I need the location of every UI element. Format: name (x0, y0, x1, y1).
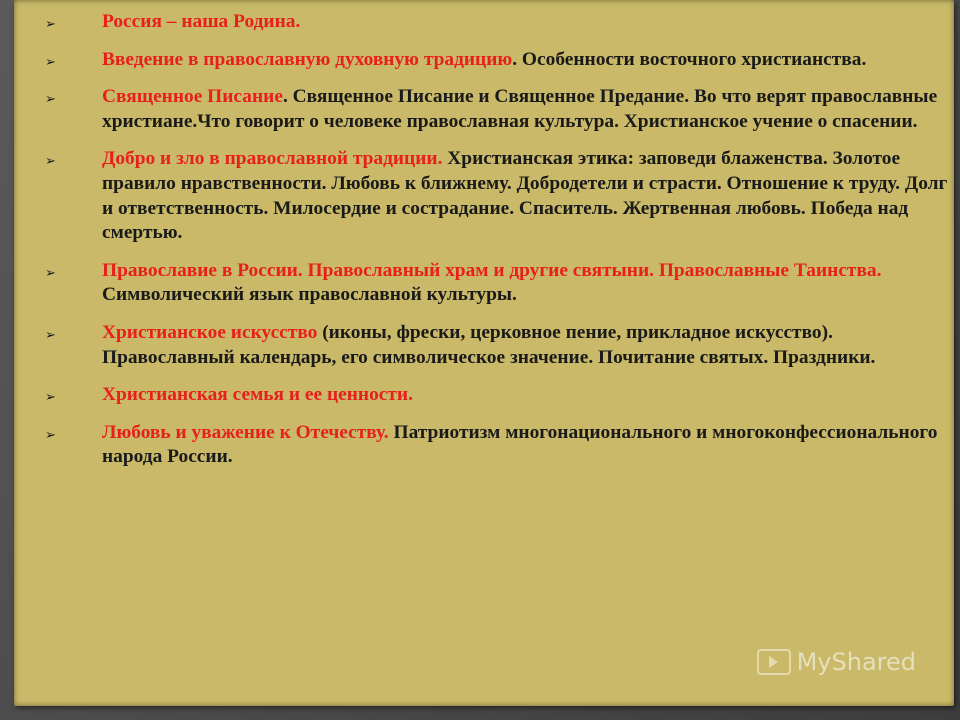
arrowhead-bullet-icon: ➢ (45, 390, 56, 406)
slide-content (28, 0, 948, 483)
item-text: Символический язык православной культуры. (102, 284, 517, 306)
list-item (28, 259, 948, 308)
list-item (28, 85, 948, 134)
arrowhead-bullet-icon: ➢ (45, 265, 56, 281)
arrowhead-bullet-icon: ➢ (45, 427, 56, 443)
list-item (28, 383, 948, 408)
item-text: . Особенности восточного христианства. (512, 48, 867, 70)
slide (14, 0, 954, 706)
item-highlight: Христианская семья и ее ценности. (102, 384, 413, 406)
item-highlight: Священное Писание (102, 86, 283, 108)
list-item (28, 147, 948, 245)
list-item (28, 321, 948, 370)
item-highlight: Введение в православную духовную традицию (102, 48, 513, 70)
watermark-text: MyShared (796, 648, 916, 676)
item-highlight: Россия – наша Родина. (102, 11, 301, 32)
item-highlight: Христианское искусство (102, 321, 318, 343)
item-text: (иконы, фрески, церковное пение, прикладное искусство). Православный календарь, его символическое значение. Почитание святых. Праздники. (102, 321, 876, 368)
item-highlight: Любовь и уважение к Отечеству. (102, 421, 389, 443)
watermark (757, 648, 916, 676)
arrowhead-bullet-icon: ➢ (45, 17, 56, 32)
item-highlight: Добро и зло в православной традиции. (102, 148, 443, 170)
arrowhead-bullet-icon: ➢ (45, 327, 56, 343)
arrowhead-bullet-icon: ➢ (45, 92, 56, 108)
item-text: Патриотизм многонационального и многоконфессионального народа России. (102, 421, 938, 468)
list-item (28, 48, 948, 73)
list-item (28, 421, 948, 470)
item-text: . Священное Писание и Священное Предание. Во что верят православные христиане.Что говорит о человеке православная культура. Христианское учение о спасении. (102, 86, 938, 132)
item-highlight: Православие в России. Православный храм и другие святыни. Православные Таинства. (102, 259, 882, 281)
item-text: Христианская этика: заповеди блаженства. Золотое правило нравственности. Любовь к ближнему. Добродетели и страсти. Отношение к труду. Долг и ответственность. Милосердие и сострадание. Спаситель. Жертвенная любовь. Победа над смертью. (102, 148, 948, 244)
play-icon (757, 649, 791, 675)
list-item (28, 10, 948, 35)
arrowhead-bullet-icon: ➢ (45, 54, 56, 70)
topic-list (28, 10, 948, 470)
arrowhead-bullet-icon: ➢ (45, 154, 56, 170)
